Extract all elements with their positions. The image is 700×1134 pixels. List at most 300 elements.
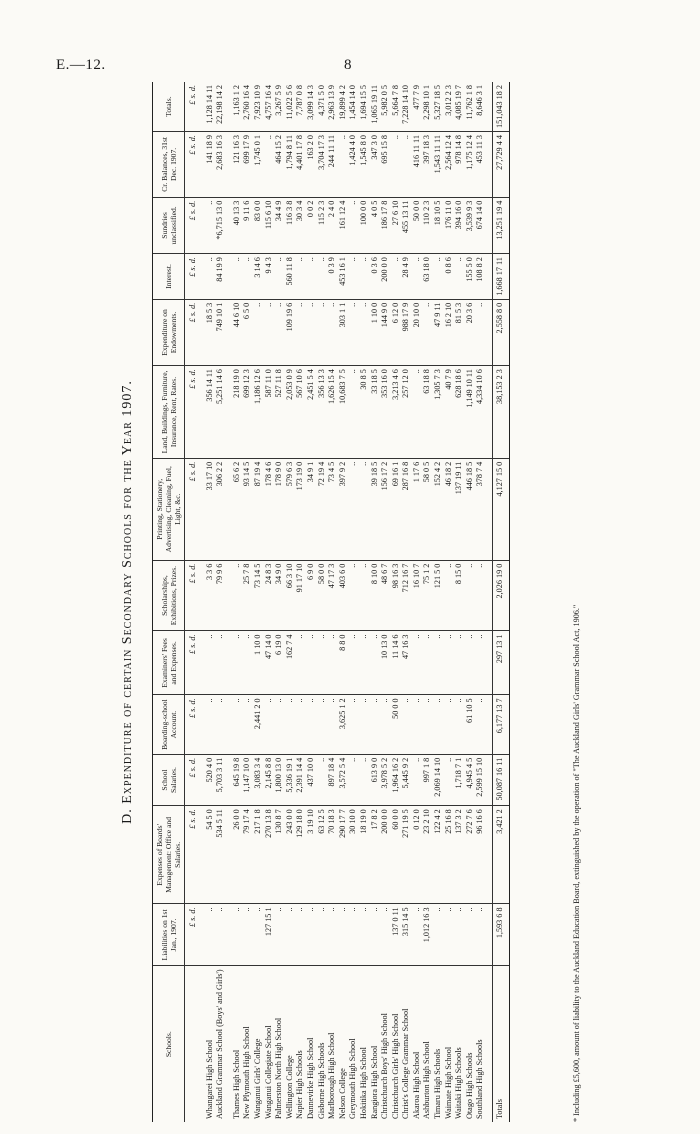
cell-value: 3,267 5 9 — [274, 82, 285, 132]
cell-value: .. — [205, 631, 216, 695]
cell-value: 699 17 9 — [242, 132, 253, 198]
cell-value: 1 17 6 — [412, 458, 423, 560]
cell-value: 4,085 19 7 — [454, 82, 465, 132]
cell-value: .. — [422, 631, 433, 695]
cell-value: 4,127 15 0 — [493, 458, 510, 560]
column-header: Expenditure on Endowments. — [153, 299, 185, 365]
cell-value: 9 11 6 — [242, 197, 253, 253]
cell-value: 695 15 8 — [380, 132, 391, 198]
footnote: * Including £5,600, amount of liability to the Auckland Education Board, extinguished by the operation of "The Auckland Girls' Grammar School Act, 1906." — [572, 604, 581, 1122]
cell-value: 897 18 4 — [327, 754, 338, 805]
cell-value: 0 3 9 — [327, 254, 338, 300]
cell-value: 10,683 7 5 — [338, 366, 349, 459]
cell-value: .. — [205, 197, 216, 253]
table-row — [285, 82, 296, 1122]
cell-value: 115 2 3 — [317, 197, 328, 253]
unit-label: £ s. d. — [185, 806, 199, 904]
unit-label: £ s. d. — [185, 695, 199, 754]
cell-value: 1,149 10 11 — [465, 366, 476, 459]
cell-value: 18 10 5 — [433, 197, 444, 253]
cell-value: 699 12 3 — [242, 366, 253, 459]
cell-value: 1,545 8 0 — [359, 132, 370, 198]
cell-value: .. — [348, 366, 359, 459]
cell-value: 54 5 0 — [205, 806, 216, 904]
cell-value: 130 8 7 — [274, 806, 285, 904]
column-header: Interest. — [153, 254, 185, 300]
cell-value: 2,558 8 0 — [493, 299, 510, 365]
school-name: Otago High Schools — [464, 1052, 474, 1119]
cell-value: .. — [348, 695, 359, 754]
cell-value: 58 0 5 — [422, 458, 433, 560]
column-header: Liabilities on 1st Jan., 1907. — [153, 904, 185, 966]
school-name: Ashburton High School — [422, 1041, 432, 1119]
cell-value: 1,186 12 6 — [253, 366, 264, 459]
header-row — [153, 82, 185, 1122]
cell-value: 151,043 18 2 — [493, 82, 510, 132]
cell-value: 2,053 0 9 — [285, 366, 296, 459]
table-row — [370, 82, 381, 1122]
cell-value: 152 4 2 — [433, 458, 444, 560]
cell-value: .. — [232, 254, 243, 300]
cell-value: 477 7 9 — [412, 82, 423, 132]
cell-value: 30 10 0 — [348, 806, 359, 904]
cell-value: .. — [264, 132, 275, 198]
cell-value: 416 11 11 — [412, 132, 423, 198]
cell-value: .. — [370, 631, 381, 695]
cell-value: 3,539 9 3 — [465, 197, 476, 253]
cell-value: 749 10 1 — [215, 299, 226, 365]
cell-value: 244 11 11 — [327, 132, 338, 198]
cell-value: 306 2 2 — [215, 458, 226, 560]
cell-value: .. — [306, 631, 317, 695]
cell-value: 83 0 0 — [253, 197, 264, 253]
cell-value: 24 8 3 — [264, 560, 275, 631]
cell-value: 9 4 3 — [264, 254, 275, 300]
cell-value: 218 19 0 — [232, 366, 243, 459]
cell-value: .. — [242, 254, 253, 300]
cell-value: 2,026 19 0 — [493, 560, 510, 631]
school-name: Southland High Schools — [475, 1039, 485, 1119]
cell-value: 129 18 0 — [295, 806, 306, 904]
cell-value: 79 17 4 — [242, 806, 253, 904]
cell-value: 2,391 14 4 — [295, 754, 306, 805]
cell-value: 5,327 18 5 — [433, 82, 444, 132]
cell-value: .. — [338, 132, 349, 198]
cell-value: .. — [454, 631, 465, 695]
totals-row — [493, 82, 510, 1122]
table-row — [232, 82, 243, 1122]
cell-value: .. — [359, 695, 370, 754]
column-header: Examiners' Fees and Expenses. — [153, 631, 185, 695]
unit-label: £ s. d. — [185, 82, 199, 132]
cell-value: .. — [380, 904, 391, 966]
cell-value: 437 10 0 — [306, 754, 317, 805]
cell-value: 1,128 14 11 — [205, 82, 216, 132]
cell-value: 527 11 8 — [274, 366, 285, 459]
column-header: Totals. — [153, 82, 185, 132]
cell-value: 22,198 14 2 — [215, 82, 226, 132]
school-name: Whangarei High School — [204, 1039, 214, 1119]
cell-value: 8,646 3 1 — [475, 82, 486, 132]
cell-value: 33 17 10 — [205, 458, 216, 560]
cell-value: 397 9 2 — [338, 458, 349, 560]
cell-value: .. — [359, 904, 370, 966]
cell-value: 5,336 19 1 — [285, 754, 296, 805]
cell-value: .. — [475, 904, 486, 966]
cell-value: 1 10 0 — [370, 299, 381, 365]
cell-value: 93 14 5 — [242, 458, 253, 560]
cell-value: .. — [444, 754, 455, 805]
cell-value: .. — [327, 299, 338, 365]
school-name: Waimate High School — [443, 1046, 453, 1119]
school-name: Timaru High Schools — [433, 1048, 443, 1119]
column-header: Scholarships, Exhibitions, Prizes. — [153, 560, 185, 631]
cell-value: 47 16 3 — [401, 631, 412, 695]
table-row — [475, 82, 486, 1122]
cell-value: 315 14 5 — [401, 904, 412, 966]
cell-value: .. — [433, 695, 444, 754]
cell-value: 47 14 0 — [264, 631, 275, 695]
cell-value: 25 16 8 — [444, 806, 455, 904]
table-row — [253, 82, 264, 1122]
cell-value: 155 5 0 — [465, 254, 476, 300]
unit-label: £ s. d. — [185, 904, 199, 966]
cell-value: .. — [253, 299, 264, 365]
cell-value: .. — [391, 254, 402, 300]
school-name: Wanganui Collegiate School — [263, 1025, 273, 1119]
cell-value: 1,626 15 4 — [327, 366, 338, 459]
cell-value: 11 14 6 — [391, 631, 402, 695]
cell-value: 44 6 10 — [232, 299, 243, 365]
school-name: Greymouth High School — [348, 1038, 358, 1119]
cell-value: 121 5 0 — [433, 560, 444, 631]
cell-value: .. — [359, 754, 370, 805]
cell-value: 3,421 2 — [493, 806, 510, 904]
cell-value: 0 12 0 — [412, 806, 423, 904]
cell-value: 303 1 1 — [338, 299, 349, 365]
cell-value: 34 4 9 — [274, 197, 285, 253]
unit-label: £ s. d. — [185, 631, 199, 695]
cell-value: 397 18 3 — [422, 132, 433, 198]
units-row — [185, 82, 199, 1122]
column-header: Schools. — [153, 966, 185, 1122]
cell-value: .. — [391, 132, 402, 198]
cell-value: 272 7 6 — [465, 806, 476, 904]
cell-value: 674 14 0 — [475, 197, 486, 253]
cell-value: 96 16 6 — [475, 806, 486, 904]
column-header: Sundries unclassified. — [153, 197, 185, 253]
cell-value: .. — [475, 695, 486, 754]
cell-value: .. — [348, 458, 359, 560]
cell-value: .. — [232, 560, 243, 631]
cell-value: 290 17 7 — [338, 806, 349, 904]
cell-value: .. — [264, 299, 275, 365]
table-row — [264, 82, 275, 1122]
cell-value: 6,177 13 7 — [493, 695, 510, 754]
cell-value: 2 4 0 — [327, 197, 338, 253]
page-number: 8 — [344, 57, 352, 73]
school-name: Christchurch Boys' High School — [380, 1013, 390, 1119]
cell-value: 5,445 9 2 — [401, 754, 412, 805]
unit-label: £ s. d. — [185, 754, 199, 805]
cell-value: 17 8 2 — [370, 806, 381, 904]
cell-value: .. — [317, 904, 328, 966]
cell-value: 79 9 6 — [215, 560, 226, 631]
cell-value: 18 5 3 — [205, 299, 216, 365]
cell-value: 48 6 7 — [380, 560, 391, 631]
unit-label: £ s. d. — [185, 197, 199, 253]
cell-value: .. — [295, 299, 306, 365]
cell-value: 200 0 0 — [380, 806, 391, 904]
cell-value: 161 12 4 — [338, 197, 349, 253]
cell-value: .. — [465, 904, 476, 966]
cell-value: 47 9 11 — [433, 299, 444, 365]
cell-value: *6,715 13 0 — [215, 197, 226, 253]
cell-value: 13,251 19 4 — [493, 197, 510, 253]
cell-value: 287 16 8 — [401, 458, 412, 560]
cell-value: 8 10 0 — [370, 560, 381, 631]
cell-value: 3,572 5 4 — [338, 754, 349, 805]
cell-value: .. — [317, 695, 328, 754]
cell-value: 453 16 1 — [338, 254, 349, 300]
cell-value: 63 18 8 — [422, 366, 433, 459]
cell-value: 4,757 16 4 — [264, 82, 275, 132]
cell-value: .. — [327, 631, 338, 695]
cell-value: 11,762 1 8 — [465, 82, 476, 132]
cell-value: 70 18 3 — [327, 806, 338, 904]
cell-value: 162 7 4 — [285, 631, 296, 695]
cell-value: 75 1 2 — [422, 560, 433, 631]
cell-value: .. — [454, 695, 465, 754]
cell-value: 997 1 8 — [422, 754, 433, 805]
cell-value: 257 12 0 — [401, 366, 412, 459]
cell-value: 4 0 5 — [370, 197, 381, 253]
cell-value: .. — [444, 560, 455, 631]
unit-label: £ s. d. — [185, 254, 199, 300]
school-name: Dannevirke High School — [305, 1037, 315, 1119]
cell-value: 34 9 1 — [306, 458, 317, 560]
cell-value: 87 19 4 — [253, 458, 264, 560]
cell-value: 16 2 10 — [444, 299, 455, 365]
cell-value: 7,787 0 8 — [295, 82, 306, 132]
cell-value: .. — [348, 754, 359, 805]
unit-label — [185, 966, 199, 1122]
cell-value: .. — [295, 254, 306, 300]
cell-value: .. — [317, 299, 328, 365]
column-header: School Salaries. — [153, 754, 185, 805]
cell-value: 173 19 0 — [295, 458, 306, 560]
cell-value: 50 0 0 — [391, 695, 402, 754]
cell-value: 163 2 0 — [306, 132, 317, 198]
cell-value: .. — [475, 560, 486, 631]
cell-value: .. — [205, 254, 216, 300]
cell-value: .. — [317, 254, 328, 300]
table-row — [433, 82, 444, 1122]
cell-value: .. — [433, 631, 444, 695]
cell-value: 0 3 6 — [370, 254, 381, 300]
cell-value: 110 2 3 — [422, 197, 433, 253]
column-header: Boarding-school Account. — [153, 695, 185, 754]
cell-value: 4,401 17 8 — [295, 132, 306, 198]
cell-value: 1,147 10 0 — [242, 754, 253, 805]
school-name: Waitaki High Schools — [454, 1047, 464, 1119]
cell-value: 127 15 1 — [264, 904, 275, 966]
cell-value: .. — [348, 904, 359, 966]
cell-value: .. — [274, 695, 285, 754]
cell-value: 1,163 1 2 — [232, 82, 243, 132]
cell-value: .. — [242, 695, 253, 754]
school-name: Hokitika High School — [358, 1047, 368, 1119]
cell-value: 3,704 17 3 — [317, 132, 328, 198]
cell-value: 23 2 10 — [422, 806, 433, 904]
cell-value: 712 16 7 — [401, 560, 412, 631]
cell-value: 176 11 0 — [444, 197, 455, 253]
cell-value: 60 0 0 — [391, 806, 402, 904]
cell-value: .. — [285, 695, 296, 754]
table-row — [412, 82, 423, 1122]
unit-label: £ s. d. — [185, 458, 199, 560]
cell-value: 2,451 5 4 — [306, 366, 317, 459]
cell-value: .. — [348, 299, 359, 365]
cell-value: 1,305 7 3 — [433, 366, 444, 459]
cell-value: 271 19 5 — [401, 806, 412, 904]
cell-value: 587 11 0 — [264, 366, 275, 459]
cell-value: .. — [317, 631, 328, 695]
cell-value: 58 0 0 — [317, 560, 328, 631]
cell-value: 520 4 0 — [205, 754, 216, 805]
cell-value: 1,065 19 11 — [370, 82, 381, 132]
cell-value: 2,298 10 1 — [422, 82, 433, 132]
cell-value: .. — [327, 904, 338, 966]
cell-value: 5,251 14 6 — [215, 366, 226, 459]
cell-value: 46 18 2 — [444, 458, 455, 560]
school-name: Akaroa High School — [411, 1051, 421, 1119]
table-row — [444, 82, 455, 1122]
cell-value: 109 19 6 — [285, 299, 296, 365]
school-name: Thames High School — [231, 1049, 241, 1119]
cell-value: .. — [454, 904, 465, 966]
cell-value: 5,982 0 5 — [380, 82, 391, 132]
school-name: Christchurch Girls' High School — [390, 1013, 400, 1119]
cell-value: 33 18 5 — [370, 366, 381, 459]
cell-value: 108 8 2 — [475, 254, 486, 300]
cell-value: 7,923 10 9 — [253, 82, 264, 132]
cell-value: 10 13 0 — [380, 631, 391, 695]
cell-value: 137 19 11 — [454, 458, 465, 560]
cell-value: 7,228 14 10 — [401, 82, 412, 132]
cell-value: 115 6 10 — [264, 197, 275, 253]
cell-value: 65 6 2 — [232, 458, 243, 560]
table-row — [338, 82, 349, 1122]
expenditure-table — [152, 82, 510, 1122]
cell-value: .. — [306, 904, 317, 966]
cell-value: 978 14 8 — [454, 132, 465, 198]
cell-value: .. — [444, 631, 455, 695]
unit-label: £ s. d. — [185, 299, 199, 365]
cell-value: 61 10 5 — [465, 695, 476, 754]
school-name: Auckland Grammar School (Boys' and Girls') — [215, 969, 225, 1119]
school-name: Marlborough High School — [327, 1032, 337, 1119]
cell-value: 200 0 0 — [380, 254, 391, 300]
cell-value: .. — [412, 754, 423, 805]
cell-value: 1,718 7 1 — [454, 754, 465, 805]
cell-value: 464 15 2 — [274, 132, 285, 198]
cell-value: 30 3 4 — [295, 197, 306, 253]
cell-value: 100 0 0 — [359, 197, 370, 253]
cell-value: 2,069 14 10 — [433, 754, 444, 805]
cell-value: 2,564 12 4 — [444, 132, 455, 198]
cell-value: 1 10 0 — [253, 631, 264, 695]
cell-value: 2,760 16 4 — [242, 82, 253, 132]
table-row — [242, 82, 253, 1122]
cell-value: 394 16 0 — [454, 197, 465, 253]
cell-value: 50 0 0 — [412, 197, 423, 253]
cell-value: 25 7 8 — [242, 560, 253, 631]
cell-value: 1,424 4 0 — [348, 132, 359, 198]
cell-value: 16 10 7 — [412, 560, 423, 631]
cell-value: 39 18 5 — [370, 458, 381, 560]
cell-value: 297 13 1 — [493, 631, 510, 695]
cell-value: 988 17 9 — [401, 299, 412, 365]
cell-value: 453 11 3 — [475, 132, 486, 198]
cell-value: .. — [475, 631, 486, 695]
cell-value: .. — [412, 366, 423, 459]
cell-value: .. — [306, 254, 317, 300]
cell-value: 3 3 6 — [205, 560, 216, 631]
cell-value: 2,441 2 0 — [253, 695, 264, 754]
cell-value: 98 16 3 — [391, 560, 402, 631]
table-row — [454, 82, 465, 1122]
cell-value: .. — [264, 695, 275, 754]
cell-value: .. — [306, 695, 317, 754]
cell-value: .. — [433, 904, 444, 966]
cell-value: 1,800 13 0 — [274, 754, 285, 805]
cell-value: 4,945 4 5 — [465, 754, 476, 805]
cell-value: 28 4 9 — [401, 254, 412, 300]
cell-value: 11,022 5 6 — [285, 82, 296, 132]
cell-value: 534 5 11 — [215, 806, 226, 904]
cell-value: 20 10 0 — [412, 299, 423, 365]
cell-value: 84 19 9 — [215, 254, 226, 300]
cell-value: 2,683 16 3 — [215, 132, 226, 198]
cell-value: 3,012 2 3 — [444, 82, 455, 132]
table-row — [380, 82, 391, 1122]
cell-value: .. — [412, 904, 423, 966]
cell-value: .. — [348, 560, 359, 631]
cell-value: 5,703 3 11 — [215, 754, 226, 805]
cell-value: .. — [359, 458, 370, 560]
unit-label: £ s. d. — [185, 366, 199, 459]
cell-value: 38,153 2 3 — [493, 366, 510, 459]
cell-value: .. — [242, 631, 253, 695]
rotated-table-region — [120, 82, 590, 1122]
cell-value: 3 14 6 — [253, 254, 264, 300]
cell-value: 0 0 2 — [306, 197, 317, 253]
cell-value: .. — [215, 695, 226, 754]
cell-value: 3 19 10 — [306, 806, 317, 904]
cell-value: .. — [348, 631, 359, 695]
cell-value: 645 19 8 — [232, 754, 243, 805]
school-name: Napier High Schools — [295, 1050, 305, 1119]
cell-value: 66 3 10 — [285, 560, 296, 631]
school-name: Christ's College Grammar School — [401, 1008, 411, 1119]
cell-value: .. — [295, 904, 306, 966]
cell-value: 1,593 6 8 — [493, 904, 510, 966]
unit-label: £ s. d. — [185, 560, 199, 631]
cell-value: 40 7 9 — [444, 366, 455, 459]
cell-value: .. — [444, 695, 455, 754]
cell-value: 6 19 0 — [274, 631, 285, 695]
